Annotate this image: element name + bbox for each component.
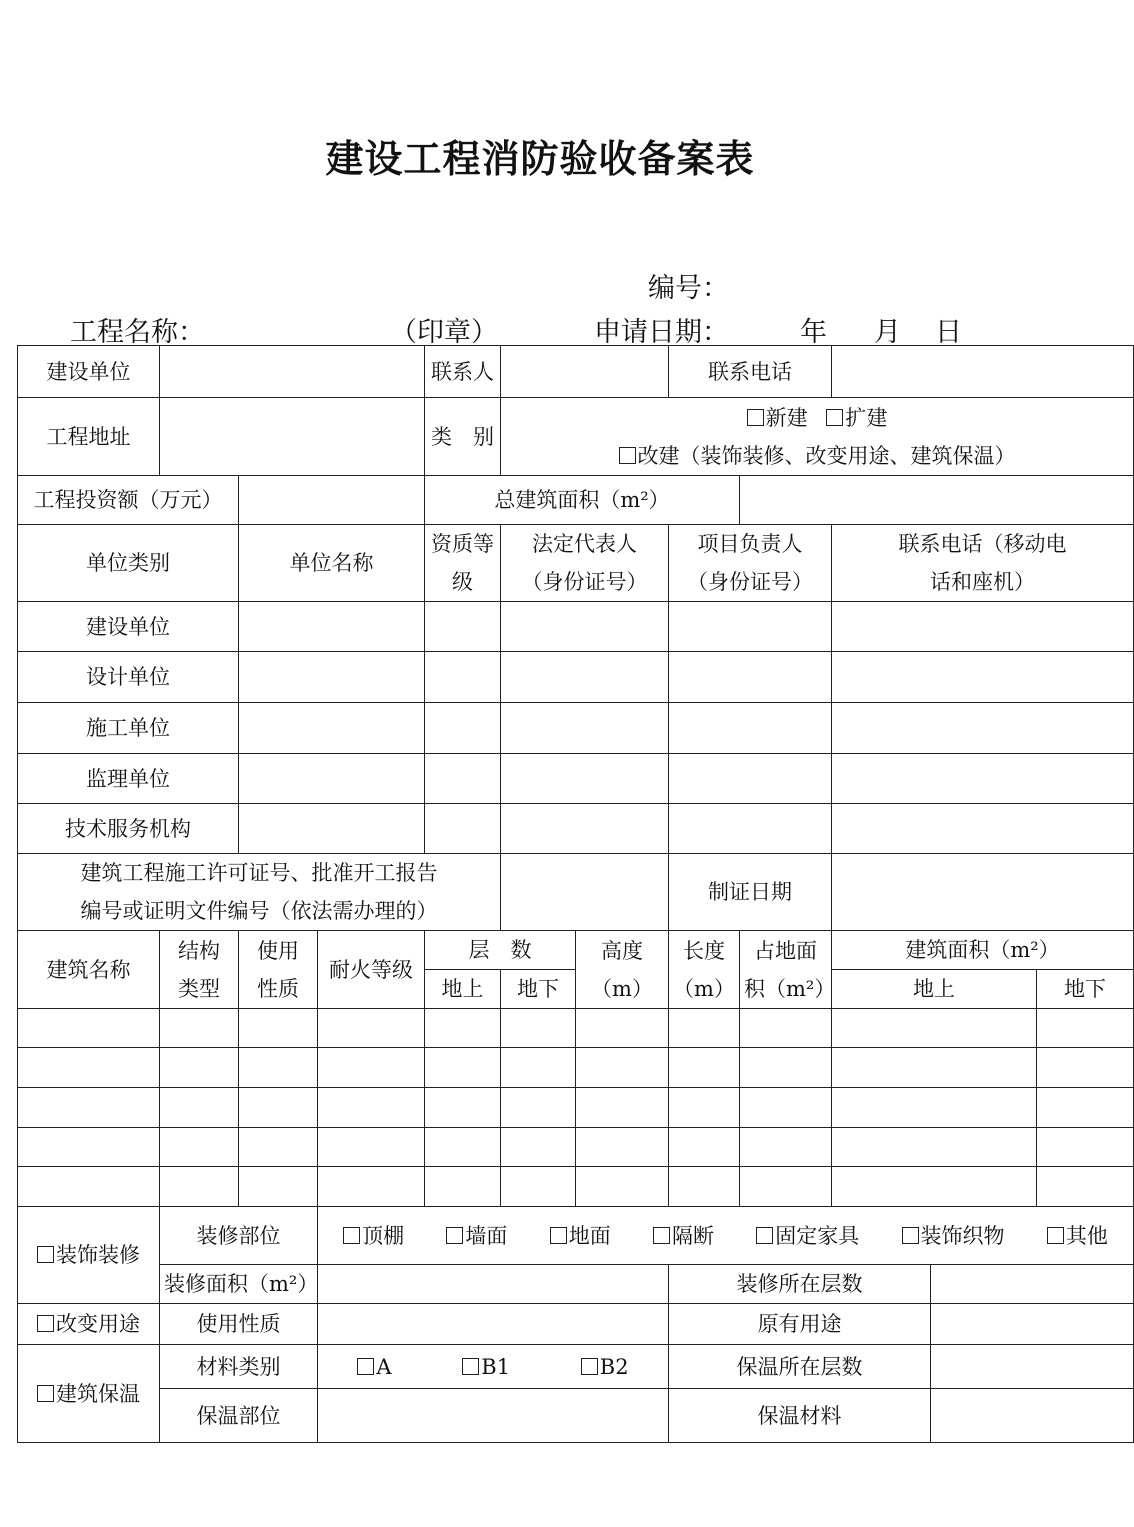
area-above-header: 地上: [832, 970, 1037, 1009]
cell[interactable]: [576, 1167, 669, 1207]
unit-type-header: 单位类别: [18, 525, 239, 602]
unit-tel-field[interactable]: [832, 804, 1134, 854]
cell[interactable]: [239, 1009, 318, 1048]
cell[interactable]: [160, 1128, 239, 1167]
cell[interactable]: [425, 1128, 501, 1167]
decoration-floor-label: 装修所在层数: [669, 1265, 931, 1304]
unit-tel-field[interactable]: [832, 652, 1134, 703]
original-use-field[interactable]: [931, 1304, 1134, 1345]
contact-label: 联系人: [425, 346, 501, 398]
cell[interactable]: [832, 1009, 1037, 1048]
unit-tel-field[interactable]: [832, 754, 1134, 804]
permit-label: 建筑工程施工许可证号、批准开工报告 编号或证明文件编号（依法需办理的）: [18, 854, 501, 931]
cell[interactable]: [18, 1128, 160, 1167]
unit-legal-field[interactable]: [501, 602, 669, 652]
building-area-header: 建筑面积（m²）: [832, 931, 1134, 970]
unit-row: [18, 804, 1134, 854]
unit-pm-field[interactable]: [669, 804, 832, 854]
cell[interactable]: [832, 1167, 1037, 1207]
unit-legal-field[interactable]: [501, 703, 669, 754]
unit-legal-field[interactable]: [501, 804, 669, 854]
option-fabric[interactable]: 装饰织物: [902, 1217, 1005, 1255]
unit-name-field[interactable]: [239, 703, 425, 754]
unit-pm-field[interactable]: [669, 602, 832, 652]
cell[interactable]: [501, 1048, 576, 1088]
insulation-floor-field[interactable]: [931, 1345, 1134, 1389]
unit-pm-field[interactable]: [669, 754, 832, 804]
unit-type: 施工单位: [18, 703, 239, 754]
cell[interactable]: [501, 1167, 576, 1207]
cell[interactable]: [318, 1128, 425, 1167]
unit-row: [18, 652, 1134, 703]
cell[interactable]: [740, 1128, 832, 1167]
decoration-floor-field[interactable]: [931, 1265, 1134, 1304]
total-area-field[interactable]: [740, 476, 1134, 525]
checkbox-icon[interactable]: [343, 1227, 360, 1244]
address-field[interactable]: [160, 398, 425, 476]
unit-tel-field[interactable]: [832, 703, 1134, 754]
option-other[interactable]: 其他: [1047, 1217, 1108, 1255]
issue-date-field[interactable]: [832, 854, 1134, 931]
option-wall[interactable]: 墙面: [446, 1217, 507, 1255]
project-lead-header: 项目负责人 （身份证号）: [669, 525, 832, 602]
insulation-part-row: [18, 1389, 1134, 1443]
change-use-option[interactable]: 改变用途: [18, 1304, 160, 1345]
floors-header: 层 数: [425, 931, 576, 970]
building-row: [18, 1128, 1134, 1167]
unit-name-field[interactable]: [239, 602, 425, 652]
checkbox-icon[interactable]: [747, 409, 764, 426]
checkbox-icon[interactable]: [756, 1227, 773, 1244]
building-row: [18, 1009, 1134, 1048]
permit-row: [18, 854, 1134, 931]
unit-qual-field[interactable]: [425, 754, 501, 804]
builder-field[interactable]: [160, 346, 425, 398]
decoration-area-row: [18, 1265, 1134, 1304]
builder-label: 建设单位: [18, 346, 160, 398]
cell[interactable]: [18, 1048, 160, 1088]
year-label: 年: [800, 317, 827, 348]
cell[interactable]: [669, 1009, 740, 1048]
cell[interactable]: [18, 1167, 160, 1207]
cell[interactable]: [18, 1009, 160, 1048]
unit-row: [18, 703, 1134, 754]
option-fixed-furniture[interactable]: 固定家具: [756, 1217, 859, 1255]
investment-row: [18, 476, 1134, 525]
option-partition[interactable]: 隔断: [653, 1217, 714, 1255]
cell[interactable]: [501, 1128, 576, 1167]
unit-type: 建设单位: [18, 602, 239, 652]
insulation-option[interactable]: 建筑保温: [18, 1345, 160, 1443]
structure-type-header: 结构 类型: [160, 931, 239, 1009]
checkbox-icon[interactable]: [619, 447, 636, 464]
unit-name-field[interactable]: [239, 652, 425, 703]
serial-number-label: 编号：: [648, 273, 729, 304]
floors-below-header: 地下: [501, 970, 576, 1009]
length-header: 长度 （m）: [669, 931, 740, 1009]
unit-phone-header: 联系电话（移动电 话和座机）: [832, 525, 1134, 602]
cell[interactable]: [318, 1167, 425, 1207]
insulation-row: [18, 1345, 1134, 1389]
qualification-header: 资质等 级: [425, 525, 501, 602]
unit-row: [18, 602, 1134, 652]
height-header: 高度 （m）: [576, 931, 669, 1009]
seal-label: （印章）: [390, 317, 498, 348]
cell[interactable]: [239, 1128, 318, 1167]
cell[interactable]: [160, 1088, 239, 1128]
cell[interactable]: [425, 1009, 501, 1048]
decoration-option[interactable]: 装饰装修: [18, 1207, 160, 1304]
insulation-part-field[interactable]: [318, 1389, 669, 1443]
investment-field[interactable]: [239, 476, 425, 525]
units-header-row: [18, 525, 1134, 602]
unit-type: 监理单位: [18, 754, 239, 804]
total-area-label: 总建筑面积（m²）: [425, 476, 740, 525]
checkbox-icon[interactable]: [462, 1358, 479, 1375]
checkbox-icon[interactable]: [37, 1246, 54, 1263]
building-row: [18, 1167, 1134, 1207]
floors-above-header: 地上: [425, 970, 501, 1009]
cell[interactable]: [669, 1088, 740, 1128]
decoration-area-label: 装修面积（m²）: [160, 1265, 318, 1304]
cell[interactable]: [239, 1048, 318, 1088]
material-type-label: 材料类别: [160, 1345, 318, 1389]
unit-legal-field[interactable]: [501, 652, 669, 703]
apply-date-label: 申请日期：: [594, 317, 729, 348]
insulation-material-label: 保温材料: [669, 1389, 931, 1443]
checkbox-icon[interactable]: [1047, 1227, 1064, 1244]
material-type-options: [318, 1345, 669, 1389]
builder-info-row: [18, 346, 1134, 398]
permit-field[interactable]: [501, 854, 669, 931]
decoration-part-label: 装修部位: [160, 1207, 318, 1265]
use-nature-header: 使用 性质: [239, 931, 318, 1009]
address-label: 工程地址: [18, 398, 160, 476]
decoration-row: [18, 1207, 1134, 1265]
option-expand[interactable]: 扩建: [826, 406, 887, 430]
change-use-row: [18, 1304, 1134, 1345]
checkbox-icon[interactable]: [37, 1385, 54, 1402]
unit-pm-field[interactable]: [669, 652, 832, 703]
cell[interactable]: [669, 1167, 740, 1207]
insulation-floor-label: 保温所在层数: [669, 1345, 931, 1389]
unit-row: [18, 754, 1134, 804]
checkbox-icon[interactable]: [357, 1358, 374, 1375]
cell[interactable]: [576, 1088, 669, 1128]
unit-tel-field[interactable]: [832, 602, 1134, 652]
option-b1[interactable]: B1: [462, 1348, 510, 1386]
decoration-part-options: [318, 1207, 1134, 1265]
cell[interactable]: [318, 1048, 425, 1088]
unit-type: 技术服务机构: [18, 804, 239, 854]
cell[interactable]: [1037, 1088, 1134, 1128]
checkbox-icon[interactable]: [826, 409, 843, 426]
cell[interactable]: [576, 1128, 669, 1167]
filing-form-table: [17, 345, 1134, 1443]
cell[interactable]: [576, 1009, 669, 1048]
cell[interactable]: [160, 1009, 239, 1048]
cell[interactable]: [18, 1088, 160, 1128]
option-new[interactable]: 新建: [747, 406, 808, 430]
option-rebuild[interactable]: 改建（装饰装修、改变用途、建筑保温）: [619, 444, 1016, 468]
cell[interactable]: [425, 1167, 501, 1207]
cell[interactable]: [318, 1088, 425, 1128]
use-nature-label: 使用性质: [160, 1304, 318, 1345]
cell[interactable]: [501, 1088, 576, 1128]
use-nature-field[interactable]: [318, 1304, 669, 1345]
cell[interactable]: [576, 1048, 669, 1088]
project-name-label: 工程名称：: [70, 317, 205, 348]
phone-field[interactable]: [832, 346, 1134, 398]
month-label: 月: [874, 317, 901, 348]
cell[interactable]: [160, 1167, 239, 1207]
unit-name-field[interactable]: [239, 804, 425, 854]
area-below-header: 地下: [1037, 970, 1134, 1009]
building-name-header: 建筑名称: [18, 931, 160, 1009]
cell[interactable]: [318, 1009, 425, 1048]
option-ceiling[interactable]: 顶棚: [343, 1217, 404, 1255]
cell[interactable]: [669, 1128, 740, 1167]
cell[interactable]: [832, 1128, 1037, 1167]
category-options: [501, 398, 1134, 476]
unit-qual-field[interactable]: [425, 804, 501, 854]
page-title: 建设工程消防验收备案表: [325, 136, 755, 181]
unit-legal-field[interactable]: [501, 754, 669, 804]
legal-rep-header: 法定代表人 （身份证号）: [501, 525, 669, 602]
issue-date-label: 制证日期: [669, 854, 832, 931]
building-row: [18, 1088, 1134, 1128]
unit-pm-field[interactable]: [669, 703, 832, 754]
unit-qual-field[interactable]: [425, 652, 501, 703]
checkbox-icon[interactable]: [446, 1227, 463, 1244]
cell[interactable]: [1037, 1048, 1134, 1088]
cell[interactable]: [740, 1167, 832, 1207]
cell[interactable]: [1037, 1167, 1134, 1207]
insulation-part-label: 保温部位: [160, 1389, 318, 1443]
building-header-row: [18, 931, 1134, 970]
checkbox-icon[interactable]: [37, 1315, 54, 1332]
cell[interactable]: [425, 1048, 501, 1088]
day-label: 日: [935, 317, 962, 348]
cell[interactable]: [669, 1048, 740, 1088]
cell[interactable]: [501, 1009, 576, 1048]
cell[interactable]: [425, 1088, 501, 1128]
unit-qual-field[interactable]: [425, 703, 501, 754]
cell[interactable]: [239, 1167, 318, 1207]
cell[interactable]: [740, 1088, 832, 1128]
decoration-area-field[interactable]: [318, 1265, 669, 1304]
address-row: [18, 398, 1134, 476]
cell[interactable]: [832, 1048, 1037, 1088]
option-floor[interactable]: 地面: [550, 1217, 611, 1255]
checkbox-icon[interactable]: [653, 1227, 670, 1244]
cell[interactable]: [832, 1088, 1037, 1128]
checkbox-icon[interactable]: [902, 1227, 919, 1244]
investment-label: 工程投资额（万元）: [18, 476, 239, 525]
contact-field[interactable]: [501, 346, 669, 398]
land-area-header: 占地面 积（m²）: [740, 931, 832, 1009]
insulation-material-field[interactable]: [931, 1389, 1134, 1443]
category-label: 类 别: [425, 398, 501, 476]
unit-qual-field[interactable]: [425, 602, 501, 652]
building-row: [18, 1048, 1134, 1088]
cell[interactable]: [160, 1048, 239, 1088]
unit-name-field[interactable]: [239, 754, 425, 804]
cell[interactable]: [1037, 1128, 1134, 1167]
unit-name-header: 单位名称: [239, 525, 425, 602]
option-a[interactable]: A: [357, 1348, 391, 1386]
cell[interactable]: [1037, 1009, 1134, 1048]
cell[interactable]: [740, 1009, 832, 1048]
option-b2[interactable]: B2: [581, 1348, 629, 1386]
original-use-label: 原有用途: [669, 1304, 931, 1345]
checkbox-icon[interactable]: [550, 1227, 567, 1244]
cell[interactable]: [740, 1048, 832, 1088]
fire-rating-header: 耐火等级: [318, 931, 425, 1009]
unit-type: 设计单位: [18, 652, 239, 703]
checkbox-icon[interactable]: [581, 1358, 598, 1375]
cell[interactable]: [239, 1088, 318, 1128]
phone-label: 联系电话: [669, 346, 832, 398]
